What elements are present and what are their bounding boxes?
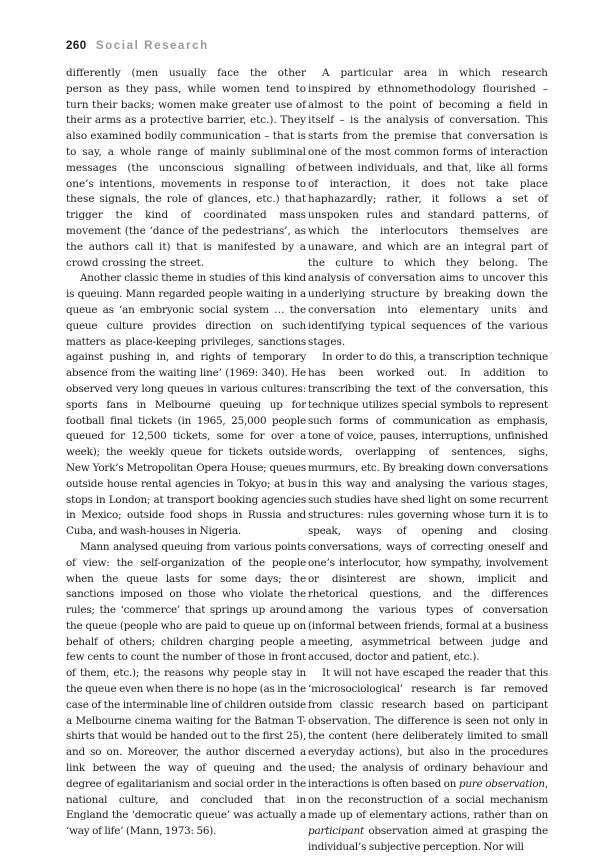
page-header — [66, 40, 209, 54]
paragraph: Another classic theme in studies of this kind is queuing. Mann regarded people waiting in a queue as ‘an embryonic social system … the queue culture provides direction on such matters as place-keeping privileges, sanctions against pushing in, and rights of temporary absence from the waiting line’ (1969: 340). He observed very long queues in various cultures: sports fans in Melbourne queuing up for football final tickets (in 1965, 25,000 people queued for 12,500 tickets, some for over a week); the weekly queue for tickets outside New York’s Metropolitan Opera House; queues outside house rental agencies in Tokyo; at bus stops in London; at transport booking agencies in Mexico; outside food shops in Russia and Cuba, and wash-houses in Nigeria. — [66, 272, 306, 538]
page-number: 260 — [66, 40, 87, 52]
emphasis-text: pure observation — [458, 777, 545, 790]
text-run: , on the reconstruction of a social mechanism made up of elementary actions, rather than on — [308, 777, 548, 822]
paragraph: Mann analysed queuing from various points of view: the self-organization of the people when the queue lasts for some days; the sanctions imposed on those who violate the rules; the ‘commerce’ that springs up around the queue (people who are paid to queue up on behalf of others; children charging people a few cents to count the number of those in front of them, etc.); the reasons why people stay in the queue even when there is no hope (as in the case of the interminable line of children outside a Melbourne cinema waiting for the Batman T-shirts that would be handed out to the first 25), and so on. Moreover, the author discerned a link between the way of queuing and the degree of egalitarianism and social order in the national culture, and concluded that in England the ‘democratic queue’ was actually a ‘way of life’ (Mann, 1973: 56). — [66, 540, 306, 838]
paragraph: differently (men usually face the other person as they pass, while women tend to turn their backs; women make greater use of their arms as a protective barrier, etc.). They also examined bodily communication – that is to say, a whole range of mainly subliminal messages (the unconscious signalling of one’s intentions, movements in response to these signals, the role of glances, etc.) that trigger the kind of coordinated mass movement (the ‘dance of the pedestrians’, as the authors call it) that is manifested by a crowd crossing the street. — [66, 67, 306, 269]
paragraph — [308, 666, 548, 856]
running-head: Social Research — [95, 40, 209, 52]
left-column — [66, 66, 306, 840]
emphasis-text: participant — [308, 825, 364, 838]
text-run: observation aimed at grasping the individual’s subjective perception. Nor will — [308, 825, 548, 854]
right-column — [308, 66, 548, 856]
text-run: It will not have escaped the reader that this ‘microsociological’ research is far removed from classic research based on participant observation. The difference is seen not only in the content (here deliberately limited to small everyday actions), but also in the procedures used; the analysis of ordinary behaviour and interactions is often based on — [308, 667, 548, 790]
paragraph: In order to do this, a transcription technique has been worked out. In addition to transcribing the text of the conversation, this technique utilizes special symbols to represent such forms of communication as emphasis, tone of voice, pauses, interruptions, unfinished words, overlapping of sentences, sighs, murmurs, etc. By breaking down conversations in this way and analysing the various stages, such studies have shed light on some recurrent structures: rules governing whose turn it is to speak, ways of opening and closing conversations, ways of correcting oneself and one’s interlocutor, how sympathy, involvement or disinterest are shown, implicit and rhetorical questions, and the differences among the various types of conversation (informal between friends, formal at a business meeting, asymmetrical between judge and accused, doctor and patient, etc.). — [308, 351, 548, 664]
paragraph: A particular area in which research inspired by ethnomethodology flourished – almost to the point of becoming a field in itself – is the analysis of conversation. This starts from the premise that conversation is one of the most common forms of interaction between individuals, and that, like all forms of interaction, it does not take place haphazardly; rather, it follows a set of unspoken rules and standard patterns, of which the interlocutors themselves are unaware, and which are an integral part of the culture to which they belong. The analysis of conversation aims to uncover this underlying structure by breaking down the conversation into elementary units and identifying typical sequences of the various stages. — [308, 67, 548, 348]
